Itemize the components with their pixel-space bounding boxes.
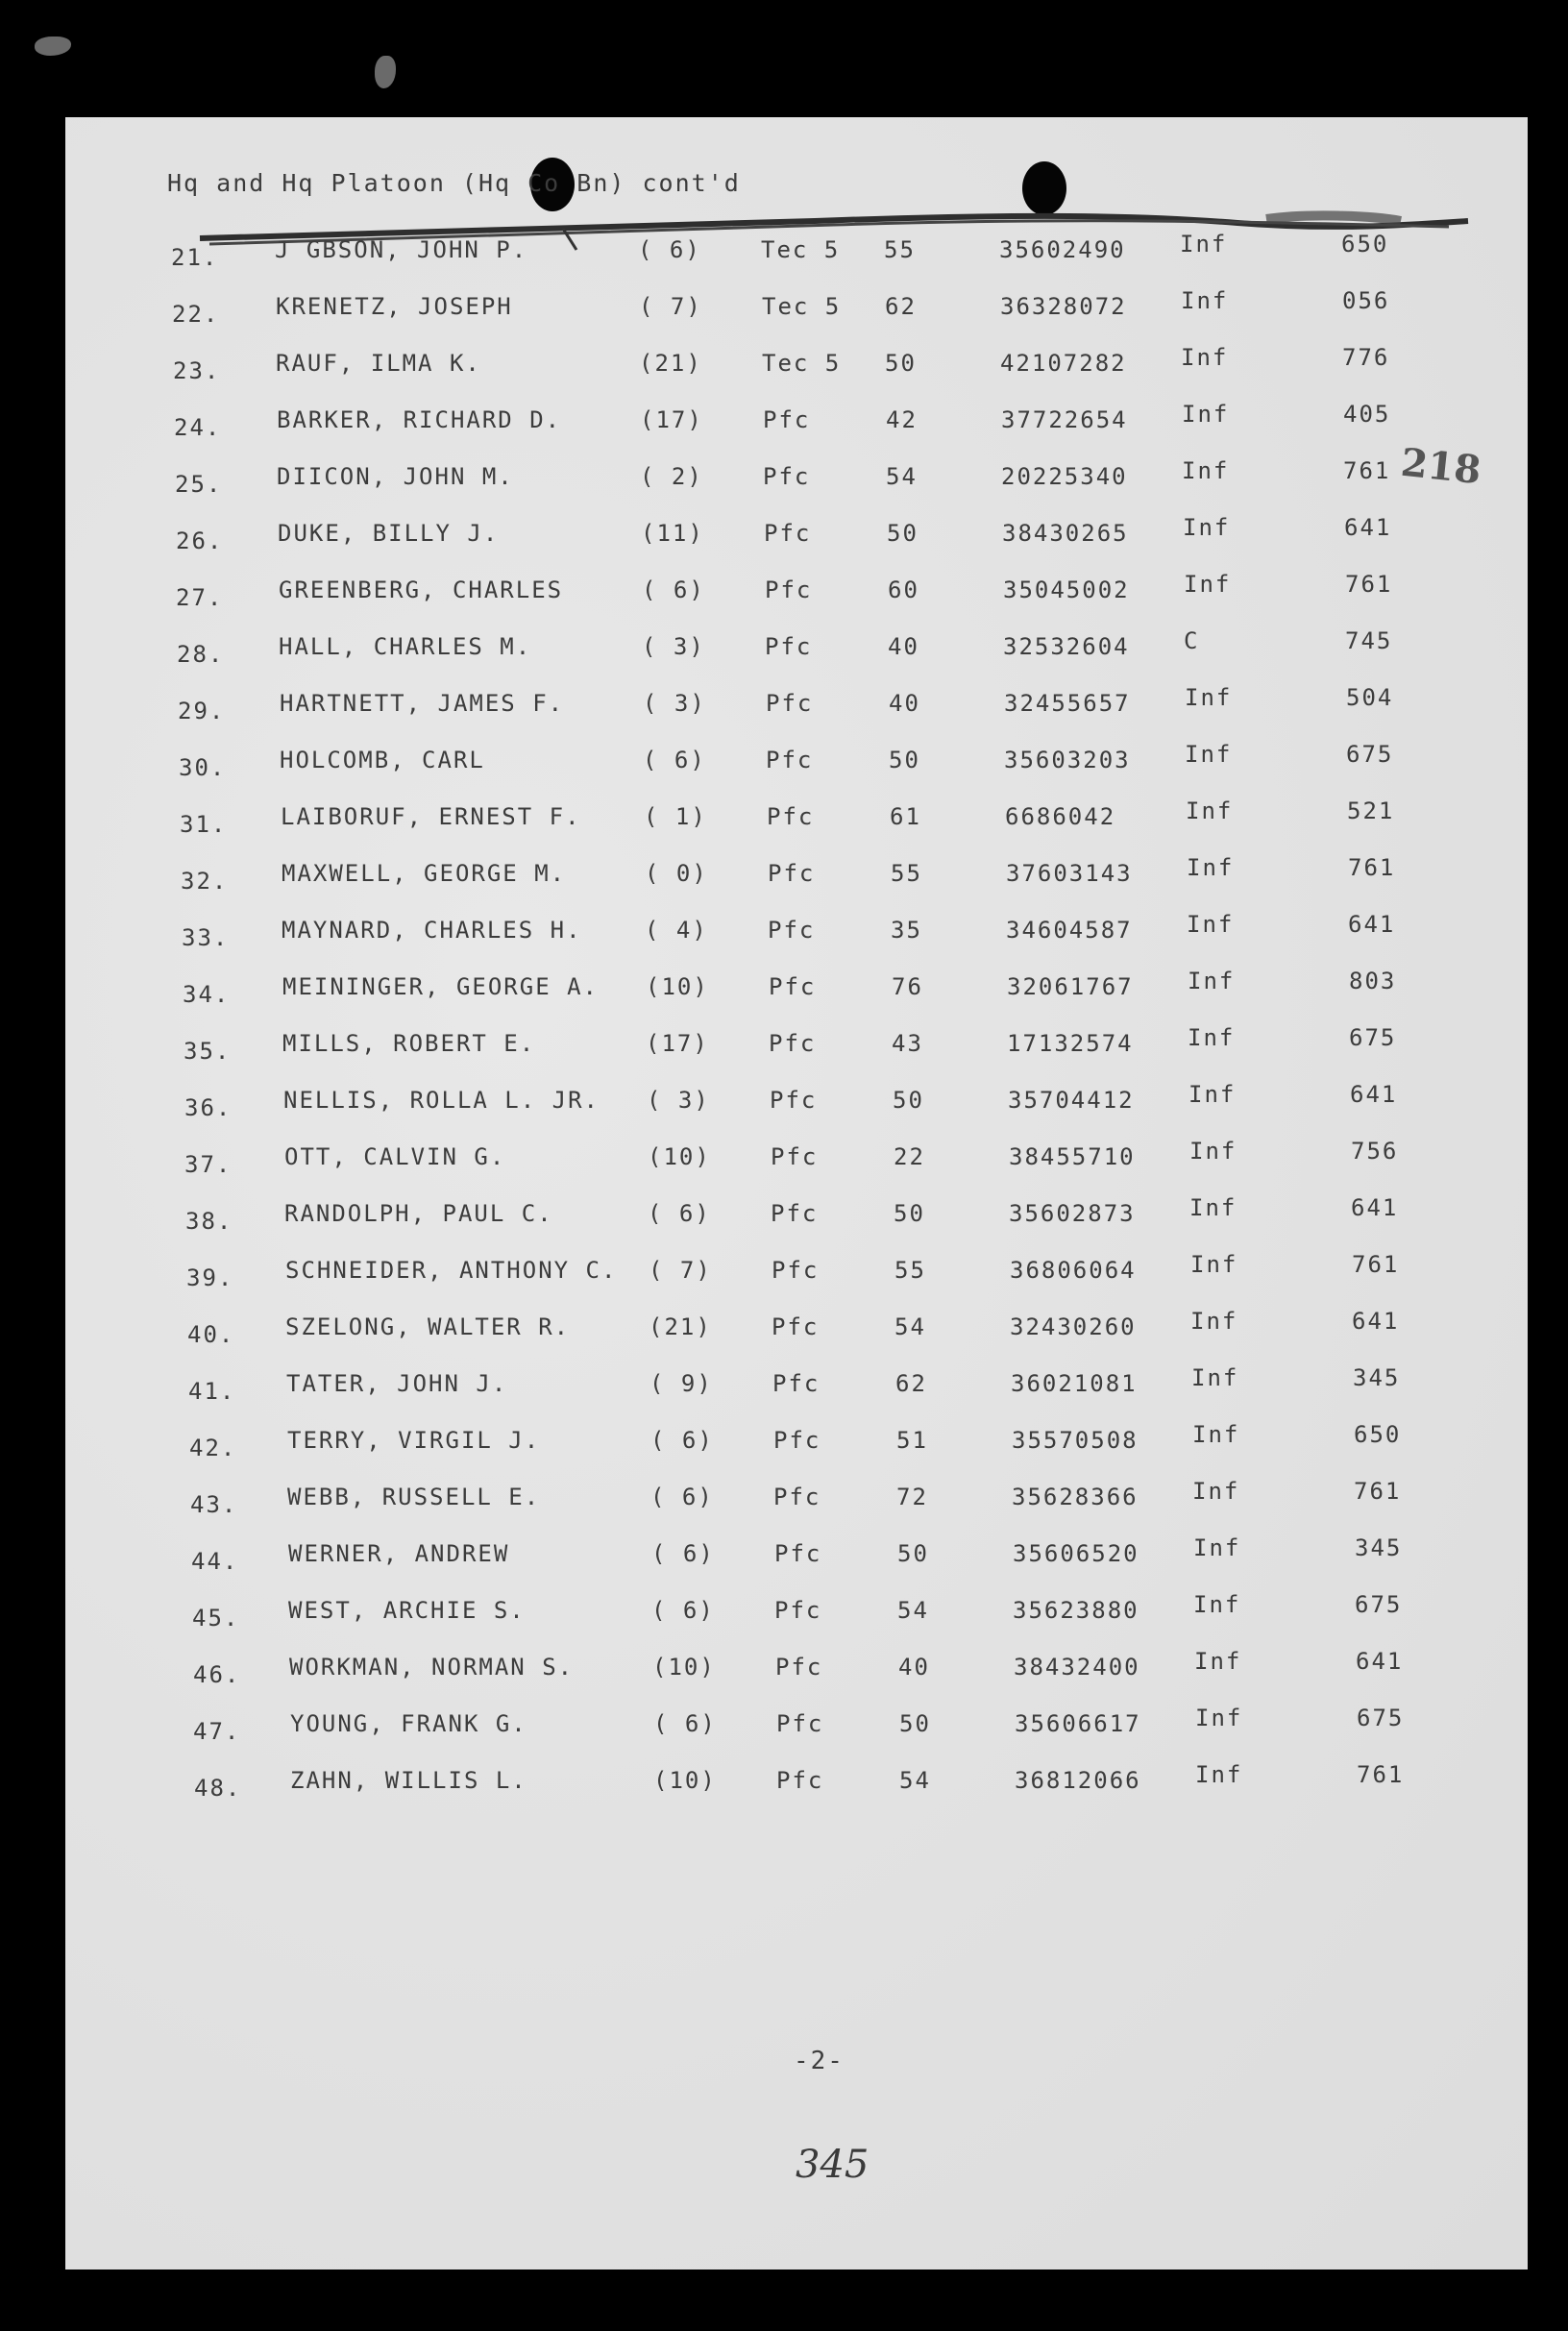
cell-mos: 521 (1347, 797, 1395, 824)
cell-mos: 675 (1346, 741, 1394, 768)
cell-mos: 761 (1352, 1251, 1400, 1278)
cell-num: 46. (193, 1661, 241, 1688)
cell-num: 44. (191, 1548, 239, 1575)
cell-serial: 35628366 (1012, 1484, 1139, 1510)
cell-serial: 35045002 (1003, 577, 1130, 603)
cell-grade: Pfc (769, 973, 817, 1000)
cell-code: (21) (649, 1313, 712, 1340)
cell-code: ( 6) (648, 1200, 711, 1227)
cell-code: (10) (652, 1654, 716, 1681)
cell-serial: 6686042 (1005, 803, 1116, 830)
cell-arm: Inf (1195, 1705, 1243, 1731)
cell-mos: 761 (1354, 1478, 1402, 1505)
cell-age: 55 (884, 236, 916, 263)
cell-num: 27. (176, 584, 224, 611)
cell-age: 54 (899, 1767, 931, 1794)
cell-name: BARKER, RICHARD D. (277, 406, 562, 433)
cell-age: 43 (892, 1030, 923, 1057)
cell-age: 40 (898, 1654, 930, 1681)
cell-grade: Pfc (764, 520, 812, 547)
cell-mos: 756 (1351, 1138, 1399, 1165)
cell-arm: Inf (1181, 344, 1229, 371)
cell-age: 55 (891, 860, 922, 887)
cell-name: J GBSON, JOHN P. (275, 236, 528, 263)
cell-name: GREENBERG, CHARLES (279, 577, 564, 603)
cell-name: NELLIS, ROLLA L. JR. (283, 1087, 600, 1114)
cell-serial: 17132574 (1007, 1030, 1134, 1057)
cell-age: 35 (891, 917, 922, 944)
cell-num: 34. (183, 981, 231, 1008)
cell-num: 43. (190, 1491, 238, 1518)
cell-num: 24. (174, 414, 222, 441)
cell-age: 76 (892, 973, 923, 1000)
cell-code: (21) (639, 350, 702, 377)
cell-name: TERRY, VIRGIL J. (287, 1427, 541, 1454)
cell-name: TATER, JOHN J. (286, 1370, 508, 1397)
cell-arm: C (1184, 627, 1200, 654)
cell-name: MILLS, ROBERT E. (282, 1030, 536, 1057)
cell-arm: Inf (1192, 1421, 1240, 1448)
document-page (65, 117, 1528, 2270)
cell-num: 41. (188, 1378, 236, 1405)
cell-name: DIICON, JOHN M. (277, 463, 514, 490)
cell-arm: Inf (1181, 287, 1229, 314)
cell-grade: Pfc (765, 577, 813, 603)
cell-num: 25. (175, 471, 223, 498)
cell-name: LAIBORUF, ERNEST F. (281, 803, 581, 830)
cell-arm: Inf (1195, 1761, 1243, 1788)
cell-num: 39. (186, 1264, 234, 1291)
cell-age: 40 (888, 633, 919, 660)
cell-serial: 36812066 (1015, 1767, 1141, 1794)
cell-mos: 641 (1352, 1308, 1400, 1335)
cell-mos: 345 (1355, 1534, 1403, 1561)
cell-age: 61 (890, 803, 921, 830)
cell-grade: Pfc (775, 1654, 823, 1681)
cell-name: HOLCOMB, CARL (280, 747, 485, 773)
cell-name: RANDOLPH, PAUL C. (284, 1200, 553, 1227)
cell-serial: 37722654 (1001, 406, 1128, 433)
cell-age: 54 (894, 1313, 926, 1340)
cell-code: ( 6) (650, 1427, 714, 1454)
cell-mos: 675 (1357, 1705, 1405, 1731)
cell-name: OTT, CALVIN G. (284, 1143, 506, 1170)
cell-mos: 345 (1353, 1364, 1401, 1391)
cell-name: WERNER, ANDREW (288, 1540, 510, 1567)
cell-mos: 504 (1346, 684, 1394, 711)
cell-mos: 761 (1357, 1761, 1405, 1788)
cell-serial: 35606617 (1015, 1710, 1141, 1737)
cell-grade: Pfc (776, 1710, 824, 1737)
cell-num: 35. (184, 1038, 232, 1065)
cell-mos: 650 (1354, 1421, 1402, 1448)
cell-serial: 34604587 (1006, 917, 1133, 944)
cell-arm: Inf (1187, 911, 1235, 938)
cell-arm: Inf (1185, 741, 1233, 768)
cell-code: (10) (653, 1767, 717, 1794)
cell-num: 30. (179, 754, 227, 781)
cell-grade: Pfc (766, 690, 814, 717)
cell-num: 26. (176, 528, 224, 554)
cell-grade: Pfc (763, 406, 811, 433)
cell-code: ( 6) (651, 1597, 715, 1624)
cell-arm: Inf (1193, 1591, 1241, 1618)
cell-name: SCHNEIDER, ANTHONY C. (285, 1257, 618, 1284)
cell-name: ZAHN, WILLIS L. (290, 1767, 527, 1794)
cell-arm: Inf (1190, 1308, 1238, 1335)
cell-mos: 641 (1348, 911, 1396, 938)
cell-age: 50 (893, 1087, 924, 1114)
cell-grade: Pfc (772, 1257, 820, 1284)
cell-age: 62 (895, 1370, 927, 1397)
cell-num: 28. (177, 641, 225, 668)
cell-num: 40. (187, 1321, 235, 1348)
cell-code: ( 6) (651, 1540, 715, 1567)
cell-num: 47. (193, 1718, 241, 1745)
cell-grade: Pfc (769, 1030, 817, 1057)
cell-grade: Pfc (774, 1597, 822, 1624)
cell-code: ( 6) (650, 1484, 714, 1510)
cell-mos: 650 (1341, 231, 1389, 258)
cell-mos: 641 (1344, 514, 1392, 541)
cell-serial: 35602873 (1009, 1200, 1136, 1227)
page-stamp: 218 (1398, 439, 1483, 494)
cell-serial: 35602490 (999, 236, 1126, 263)
cell-grade: Tec 5 (762, 293, 842, 320)
cell-code: ( 7) (649, 1257, 712, 1284)
cell-num: 42. (189, 1435, 237, 1461)
cell-arm: Inf (1182, 457, 1230, 484)
cell-mos: 803 (1349, 968, 1397, 994)
cell-arm: Inf (1193, 1534, 1241, 1561)
dust-speck (375, 56, 396, 88)
cell-age: 60 (888, 577, 919, 603)
cell-arm: Inf (1189, 1194, 1237, 1221)
section-header: Hq and Hq Platoon (Hq Co Bn) cont'd (167, 169, 741, 197)
cell-code: ( 6) (638, 236, 701, 263)
cell-serial: 38455710 (1009, 1143, 1136, 1170)
cell-arm: Inf (1180, 231, 1228, 258)
cell-num: 23. (173, 357, 221, 384)
cell-age: 22 (894, 1143, 925, 1170)
cell-serial: 32061767 (1007, 973, 1134, 1000)
cell-age: 50 (889, 747, 920, 773)
cell-grade: Pfc (772, 1313, 820, 1340)
cell-serial: 32532604 (1003, 633, 1130, 660)
cell-age: 42 (886, 406, 918, 433)
cell-code: ( 6) (642, 577, 705, 603)
cell-arm: Inf (1188, 1024, 1236, 1051)
cell-age: 51 (896, 1427, 928, 1454)
cell-age: 50 (885, 350, 917, 377)
cell-arm: Inf (1187, 854, 1235, 881)
cell-grade: Pfc (772, 1370, 821, 1397)
cell-arm: Inf (1186, 797, 1234, 824)
cell-grade: Pfc (770, 1087, 818, 1114)
cell-age: 55 (894, 1257, 926, 1284)
cell-num: 21. (171, 244, 219, 271)
cell-code: ( 1) (644, 803, 707, 830)
cell-name: MAXWELL, GEORGE M. (282, 860, 567, 887)
cell-mos: 761 (1343, 457, 1391, 484)
cell-code: (10) (646, 973, 709, 1000)
cell-code: ( 3) (642, 633, 705, 660)
cell-grade: Pfc (768, 860, 816, 887)
cell-serial: 37603143 (1006, 860, 1133, 887)
cell-mos: 405 (1343, 401, 1391, 428)
cell-num: 38. (185, 1208, 233, 1235)
cell-grade: Pfc (776, 1767, 824, 1794)
cell-grade: Tec 5 (762, 350, 842, 377)
cell-grade: Pfc (771, 1143, 819, 1170)
cell-name: WEST, ARCHIE S. (288, 1597, 526, 1624)
cell-code: (11) (641, 520, 704, 547)
cell-grade: Pfc (773, 1484, 821, 1510)
cell-num: 31. (180, 811, 228, 838)
cell-serial: 38432400 (1014, 1654, 1140, 1681)
cell-mos: 761 (1348, 854, 1396, 881)
folio-number: 345 (796, 2143, 870, 2187)
cell-grade: Pfc (771, 1200, 819, 1227)
cell-mos: 675 (1355, 1591, 1403, 1618)
cell-name: YOUNG, FRANK G. (290, 1710, 527, 1737)
cell-arm: Inf (1188, 1081, 1237, 1108)
cell-name: WORKMAN, NORMAN S. (289, 1654, 575, 1681)
cell-age: 50 (894, 1200, 925, 1227)
cell-serial: 36328072 (1000, 293, 1127, 320)
cell-code: (17) (640, 406, 703, 433)
cell-num: 36. (184, 1094, 233, 1121)
cell-num: 22. (172, 301, 220, 328)
cell-arm: Inf (1182, 401, 1230, 428)
punch-hole (1022, 161, 1066, 215)
cell-code: ( 0) (645, 860, 708, 887)
dust-speck (35, 37, 71, 56)
cell-name: HALL, CHARLES M. (279, 633, 532, 660)
cell-serial: 35570508 (1012, 1427, 1139, 1454)
cell-age: 72 (896, 1484, 928, 1510)
cell-serial: 32430260 (1010, 1313, 1137, 1340)
page-number: -2- (794, 2047, 845, 2075)
cell-code: ( 4) (645, 917, 708, 944)
cell-arm: Inf (1192, 1478, 1240, 1505)
cell-code: ( 3) (647, 1087, 710, 1114)
cell-age: 62 (885, 293, 917, 320)
cell-serial: 32455657 (1004, 690, 1131, 717)
cell-serial: 20225340 (1001, 463, 1128, 490)
cell-arm: Inf (1183, 514, 1231, 541)
cell-name: MEININGER, GEORGE A. (282, 973, 599, 1000)
cell-age: 54 (886, 463, 918, 490)
cell-arm: Inf (1191, 1364, 1239, 1391)
cell-grade: Pfc (765, 633, 813, 660)
cell-mos: 675 (1349, 1024, 1397, 1051)
cell-serial: 35603203 (1004, 747, 1131, 773)
cell-code: (17) (646, 1030, 709, 1057)
cell-grade: Tec 5 (761, 236, 841, 263)
cell-code: ( 9) (649, 1370, 713, 1397)
cell-age: 54 (897, 1597, 929, 1624)
cell-serial: 35606520 (1013, 1540, 1139, 1567)
cell-serial: 35704412 (1008, 1087, 1135, 1114)
cell-mos: 641 (1350, 1081, 1398, 1108)
cell-grade: Pfc (767, 803, 815, 830)
cell-num: 32. (181, 868, 229, 895)
cell-name: RAUF, ILMA K. (276, 350, 481, 377)
cell-grade: Pfc (773, 1427, 821, 1454)
cell-serial: 36021081 (1011, 1370, 1138, 1397)
cell-name: KRENETZ, JOSEPH (276, 293, 513, 320)
cell-serial: 36806064 (1010, 1257, 1137, 1284)
cell-mos: 761 (1345, 571, 1393, 598)
cell-num: 33. (182, 924, 230, 951)
cell-grade: Pfc (766, 747, 814, 773)
cell-age: 40 (889, 690, 920, 717)
cell-age: 50 (897, 1540, 929, 1567)
cell-num: 29. (178, 698, 226, 724)
cell-serial: 42107282 (1000, 350, 1127, 377)
cell-num: 37. (184, 1151, 233, 1178)
cell-age: 50 (887, 520, 919, 547)
cell-mos: 745 (1345, 627, 1393, 654)
cell-code: (10) (648, 1143, 711, 1170)
cell-grade: Pfc (768, 917, 816, 944)
cell-age: 50 (899, 1710, 931, 1737)
cell-name: SZELONG, WALTER R. (285, 1313, 571, 1340)
cell-mos: 776 (1342, 344, 1390, 371)
cell-name: DUKE, BILLY J. (278, 520, 500, 547)
cell-mos: 056 (1342, 287, 1390, 314)
cell-arm: Inf (1194, 1648, 1242, 1675)
cell-code: ( 7) (639, 293, 702, 320)
cell-mos: 641 (1356, 1648, 1404, 1675)
cell-mos: 641 (1351, 1194, 1399, 1221)
cell-code: ( 6) (643, 747, 706, 773)
cell-serial: 35623880 (1013, 1597, 1139, 1624)
cell-code: ( 3) (643, 690, 706, 717)
cell-num: 48. (194, 1775, 242, 1802)
cell-num: 45. (192, 1605, 240, 1632)
cell-arm: Inf (1184, 571, 1232, 598)
cell-arm: Inf (1190, 1251, 1238, 1278)
cell-grade: Pfc (774, 1540, 822, 1567)
cell-name: WEBB, RUSSELL E. (287, 1484, 541, 1510)
cell-serial: 38430265 (1002, 520, 1129, 547)
cell-code: ( 2) (640, 463, 703, 490)
cell-name: MAYNARD, CHARLES H. (282, 917, 582, 944)
cell-arm: Inf (1185, 684, 1233, 711)
cell-arm: Inf (1189, 1138, 1237, 1165)
cell-arm: Inf (1188, 968, 1236, 994)
cell-grade: Pfc (763, 463, 811, 490)
cell-code: ( 6) (653, 1710, 717, 1737)
cell-name: HARTNETT, JAMES F. (280, 690, 565, 717)
